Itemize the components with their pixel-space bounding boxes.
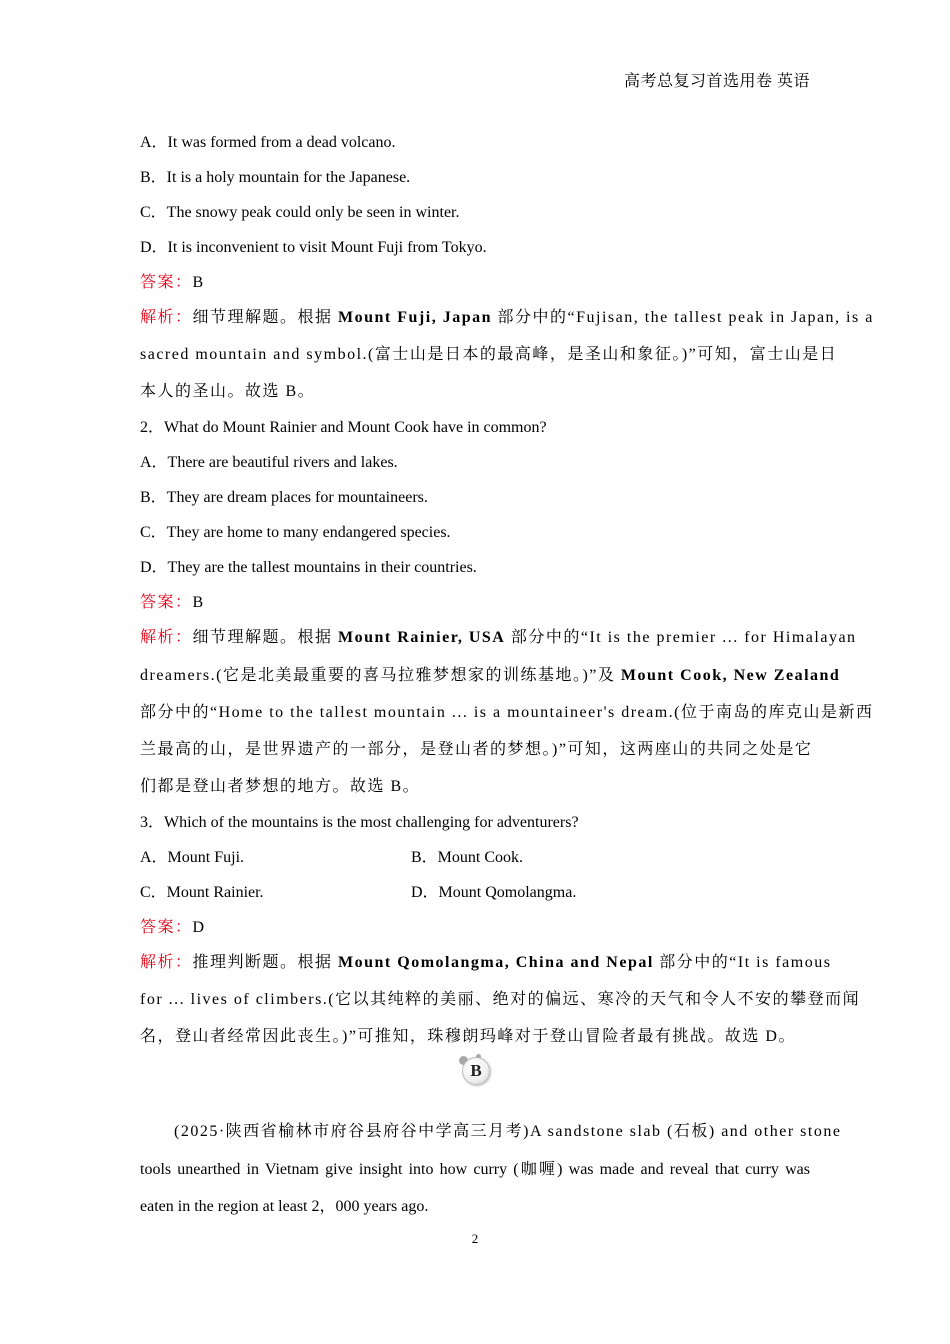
passage-line-1: (2025·陕西省榆林市府谷县府谷中学高三月考)A sandstone slab (石板) and other stone xyxy=(174,1123,842,1140)
q3-analysis-line-3: 名，登山者经常因此丧生。)”可推知，珠穆朗玛峰对于登山冒险者最有挑战。故选 D。 xyxy=(140,1028,796,1045)
answer-label: 答案： xyxy=(140,919,193,936)
q3-option-a: A．Mount Fuji. xyxy=(140,849,245,866)
section-letter: B xyxy=(470,1061,482,1080)
q2-analysis-line-3: 部分中的“Home to the tallest mountain ... is a mountaineer's dream.(位于南岛的库克山是新西 xyxy=(140,704,874,721)
passage-line-2: tools unearthed in Vietnam give insight into how curry (咖喱) was made and reveal that curry was xyxy=(140,1161,810,1178)
q3-analysis-line-1 xyxy=(140,949,832,972)
analysis-label: 解析： xyxy=(140,309,193,326)
q2-option-b: B．They are dream places for mountaineers. xyxy=(140,489,428,506)
analysis-text: 细节理解题。根据 xyxy=(192,309,339,326)
q2-stem: 2．What do Mount Rainier and Mount Cook have in common? xyxy=(140,419,547,436)
q2-analysis-line-5: 们都是登山者梦想的地方。故选 B。 xyxy=(140,778,421,795)
q2-analysis-line-1 xyxy=(140,624,857,647)
q3-stem: 3．Which of the mountains is the most challenging for adventurers? xyxy=(140,814,579,831)
analysis-keyword: Mount Rainier, USA xyxy=(338,629,506,646)
answer-label: 答案： xyxy=(140,274,193,291)
answer-value: B xyxy=(192,274,204,291)
q3-option-c: C．Mount Rainier. xyxy=(140,884,264,901)
answer-value: D xyxy=(192,919,205,936)
analysis-keyword: Mount Qomolangma, China and Nepal xyxy=(338,954,654,971)
analysis-keyword: Mount Cook, New Zealand xyxy=(620,667,841,684)
q2-analysis-line-2 xyxy=(140,662,841,685)
analysis-text: 部分中的“It is famous xyxy=(653,954,832,971)
analysis-label: 解析： xyxy=(140,629,193,646)
q2-option-d: D．They are the tallest mountains in their countries. xyxy=(140,559,477,576)
q2-option-c: C．They are home to many endangered species. xyxy=(140,524,451,541)
analysis-text: dreamers.(它是北美最重要的喜马拉雅梦想家的训练基地。)”及 xyxy=(140,667,621,684)
page-header: 高考总复习首选用卷 英语 xyxy=(623,73,810,90)
q1-option-b: B．It is a holy mountain for the Japanese. xyxy=(140,169,411,186)
analysis-text: 部分中的“Fujisan, the tallest peak in Japan, is a xyxy=(492,309,874,326)
page-number: 2 xyxy=(471,1231,479,1246)
q1-option-a: A．It was formed from a dead volcano. xyxy=(140,134,396,151)
answer-value: B xyxy=(192,594,204,611)
analysis-label: 解析： xyxy=(140,954,193,971)
q3-answer xyxy=(140,914,204,937)
q1-option-c: C．The snowy peak could only be seen in winter. xyxy=(140,204,460,221)
section-b-badge xyxy=(459,1054,493,1088)
q1-analysis-line-2: sacred mountain and symbol.(富士山是日本的最高峰，是圣山和象征。)”可知，富士山是日 xyxy=(140,346,838,363)
q1-analysis-line-3: 本人的圣山。故选 B。 xyxy=(140,383,316,400)
q3-analysis-line-2: for ... lives of climbers.(它以其纯粹的美丽、绝对的偏远、寒冷的天气和令人不安的攀登而闻 xyxy=(140,991,861,1008)
analysis-text: 部分中的“It is the premier ... for Himalayan xyxy=(505,629,857,646)
passage-line-3: eaten in the region at least 2，000 years ago. xyxy=(140,1198,429,1215)
q2-option-a: A．There are beautiful rivers and lakes. xyxy=(140,454,398,471)
answer-label: 答案： xyxy=(140,594,193,611)
q2-answer xyxy=(140,589,203,612)
q3-option-d: D．Mount Qomolangma. xyxy=(411,884,577,901)
q2-analysis-line-4: 兰最高的山，是世界遗产的一部分，是登山者的梦想。)”可知，这两座山的共同之处是它 xyxy=(140,741,813,758)
q3-option-b: B．Mount Cook. xyxy=(411,849,524,866)
q1-answer xyxy=(140,269,203,292)
analysis-text: 推理判断题。根据 xyxy=(192,954,339,971)
analysis-text: 细节理解题。根据 xyxy=(192,629,339,646)
q1-analysis-line-1 xyxy=(140,304,874,327)
q1-option-d: D．It is inconvenient to visit Mount Fuji from Tokyo. xyxy=(140,239,487,256)
analysis-keyword: Mount Fuji, Japan xyxy=(338,309,492,326)
